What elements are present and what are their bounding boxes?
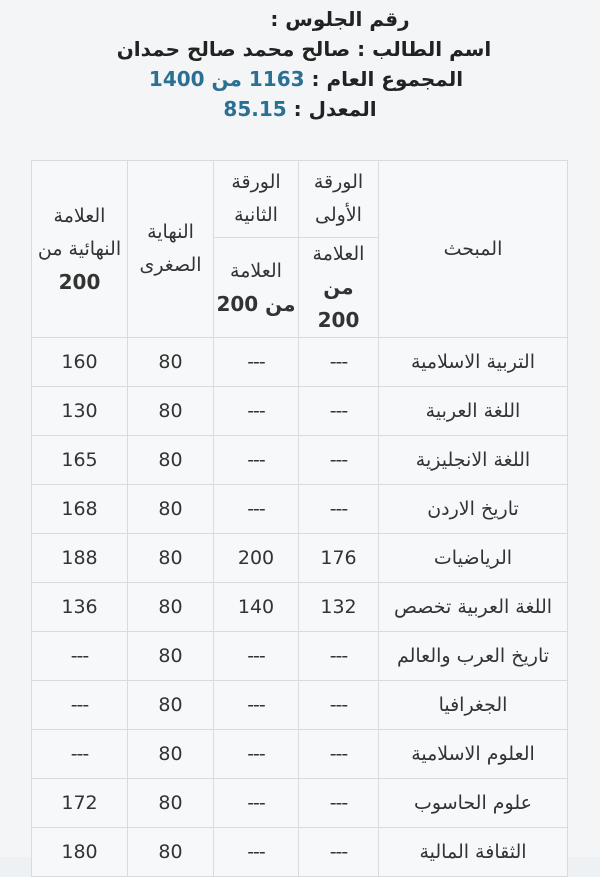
table-row [32,485,568,534]
min-mark-cell: 80 [128,730,214,779]
header-subject: المبحث [379,161,568,338]
subject-cell: الرياضيات [379,534,568,583]
paper1-mark-cell: 176 [299,534,379,583]
table-body [32,338,568,877]
min-mark-cell: 80 [128,632,214,681]
paper2-mark-cell: --- [214,387,299,436]
min-mark-cell: 80 [128,338,214,387]
paper1-mark-cell: --- [299,828,379,877]
header-p2-line2: الثانية [234,204,278,226]
table-row [32,681,568,730]
min-mark-cell: 80 [128,534,214,583]
student-header [0,0,600,154]
p2-200-number: 200 [216,291,259,316]
header-final-line1: العلامة [53,204,106,227]
student-name-line [4,34,600,64]
header-paper1-mark [299,238,379,338]
subject-cell: اللغة الانجليزية [379,436,568,485]
paper2-mark-cell: --- [214,730,299,779]
final-mark-cell: 160 [32,338,128,387]
table-row [32,583,568,632]
paper2-mark-cell: --- [214,828,299,877]
header-min-line1: النهاية [147,221,194,243]
subject-cell: الثقافة المالية [379,828,568,877]
paper1-mark-cell: --- [299,387,379,436]
final-mark-cell: 130 [32,387,128,436]
paper2-mark-cell: --- [214,632,299,681]
min-mark-cell: 80 [128,681,214,730]
subject-cell: علوم الحاسوب [379,779,568,828]
table-row [32,632,568,681]
total-max: من 1400 [148,67,242,91]
total-label: المجموع العام : [311,67,464,91]
paper2-mark-cell: --- [214,485,299,534]
table-header-row [32,161,568,238]
subject-cell: الجغرافيا [379,681,568,730]
header-p1-of-200: من 200 [317,275,360,332]
grades-table [31,160,568,877]
header-paper2-mark [214,238,299,338]
final-mark-cell: 165 [32,436,128,485]
paper1-mark-cell: --- [299,485,379,534]
table-row [32,338,568,387]
total-value: 1163 [248,67,305,91]
final-mark-cell: 180 [32,828,128,877]
header-paper1 [299,161,379,238]
header-final-mark [32,161,128,338]
paper2-mark-cell: --- [214,338,299,387]
paper1-mark-cell: --- [299,730,379,779]
subject-cell: تاريخ العرب والعالم [379,632,568,681]
paper1-mark-cell: --- [299,632,379,681]
final-mark-cell: 136 [32,583,128,632]
paper1-mark-cell: 132 [299,583,379,632]
subject-cell: التربية الاسلامية [379,338,568,387]
total-line [6,64,600,94]
min-mark-cell: 80 [128,583,214,632]
paper1-mark-cell: --- [299,681,379,730]
student-name: اسم الطالب : صالح محمد صالح حمدان [116,37,492,61]
table-row [32,828,568,877]
paper2-mark-cell: --- [214,779,299,828]
paper1-mark-cell: --- [299,779,379,828]
final-mark-cell: --- [32,730,128,779]
p2-of-word: من [265,291,296,316]
final-mark-cell: --- [32,681,128,730]
subject-cell: اللغة العربية [379,387,568,436]
min-mark-cell: 80 [128,485,214,534]
final-mark-cell: 172 [32,779,128,828]
header-p2-line1: الورقة [231,171,281,193]
seat-number-label: رقم الجلوس : [270,7,410,31]
paper2-mark-cell: --- [214,681,299,730]
final-mark-cell: --- [32,632,128,681]
average-line [0,94,600,124]
header-p1-mark-label: العلامة [312,243,365,265]
average-label: المعدل : [293,97,377,121]
min-mark-cell: 80 [128,387,214,436]
table-row [32,436,568,485]
paper2-mark-cell: 200 [214,534,299,583]
final-mark-cell: 168 [32,485,128,534]
min-mark-cell: 80 [128,828,214,877]
min-mark-cell: 80 [128,779,214,828]
paper1-mark-cell: --- [299,436,379,485]
header-paper2 [214,161,299,238]
paper2-mark-cell: 140 [214,583,299,632]
seat-number-line [40,4,600,34]
header-min-mark [128,161,214,338]
header-final-line2: النهائية من [37,237,122,260]
min-mark-cell: 80 [128,436,214,485]
header-min-line2: الصغرى [139,254,202,276]
paper1-mark-cell: --- [299,338,379,387]
final-mark-cell: 188 [32,534,128,583]
header-p1-line1: الورقة [313,171,364,193]
table-row [32,779,568,828]
header-p1-line2: الأولى [315,204,362,226]
header-p2-mark-label: العلامة [230,259,282,282]
subject-cell: العلوم الاسلامية [379,730,568,779]
average-value: 85.15 [223,97,287,121]
paper2-mark-cell: --- [214,436,299,485]
subject-cell: اللغة العربية تخصص [379,583,568,632]
subject-cell: تاريخ الاردن [379,485,568,534]
header-final-line3: 200 [58,269,101,294]
table-row [32,730,568,779]
table-row [32,387,568,436]
header-p2-of-200 [214,288,298,321]
table-row [32,534,568,583]
